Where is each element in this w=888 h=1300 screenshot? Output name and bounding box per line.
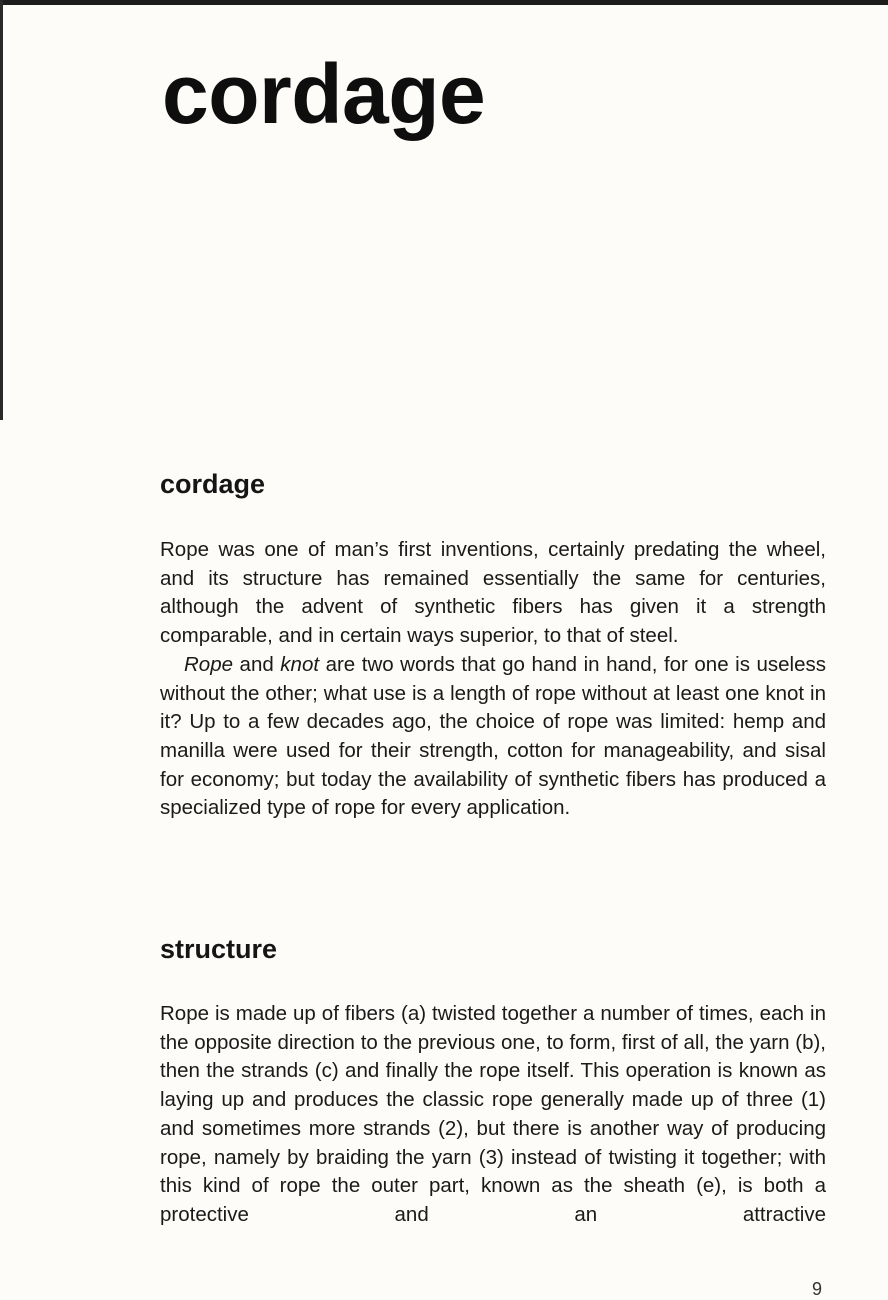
- paragraph: Rope was one of man’s first inventions, certainly predating the wheel, and its structure has remained essentially the same for centuries, although the advent of synthetic fibers has given it a strength comparable, and in certain ways superior, to that of steel.: [160, 538, 826, 648]
- section-heading-structure: structure: [160, 934, 278, 964]
- paragraph: Rope is made up of fibers (a) twisted together a number of times, each in the opposite direction to the previous one, to form, first of all, the yarn (b), then the strands (c) and finally the rope itself. This operation is known as laying up and produces the classic rope generally made up of three (1) and sometimes more strands (2), but there is another way of producing rope, namely by braiding the yarn (3) instead of twisting it together; with this kind of rope the outer part, known as the sheath (e), is both a protective and an attractive: [160, 1002, 826, 1226]
- section-body-cordage: [160, 536, 826, 823]
- paragraph-text: are two words that go hand in hand, for one is useless without the other; what use is a length of rope without at least one knot in it? Up to a few decades ago, the choice of rope was limited: hemp and manilla were used for their strength, cotton for manageability, and sisal for economy; but today the availability of synthetic fibers has produced a specialized type of rope for every application.: [160, 652, 826, 820]
- chapter-title: cordage: [162, 47, 486, 141]
- section-body-structure: [160, 1000, 826, 1230]
- section-heading-cordage: cordage: [160, 469, 266, 499]
- page-left-shadow: [0, 0, 3, 420]
- page-number: 9: [812, 1279, 823, 1299]
- emphasis-knot: knot: [280, 652, 320, 676]
- emphasis-rope: Rope: [184, 652, 234, 676]
- page-top-shadow: [0, 0, 888, 5]
- paragraph: [160, 651, 826, 823]
- paragraph-text: and: [233, 652, 281, 676]
